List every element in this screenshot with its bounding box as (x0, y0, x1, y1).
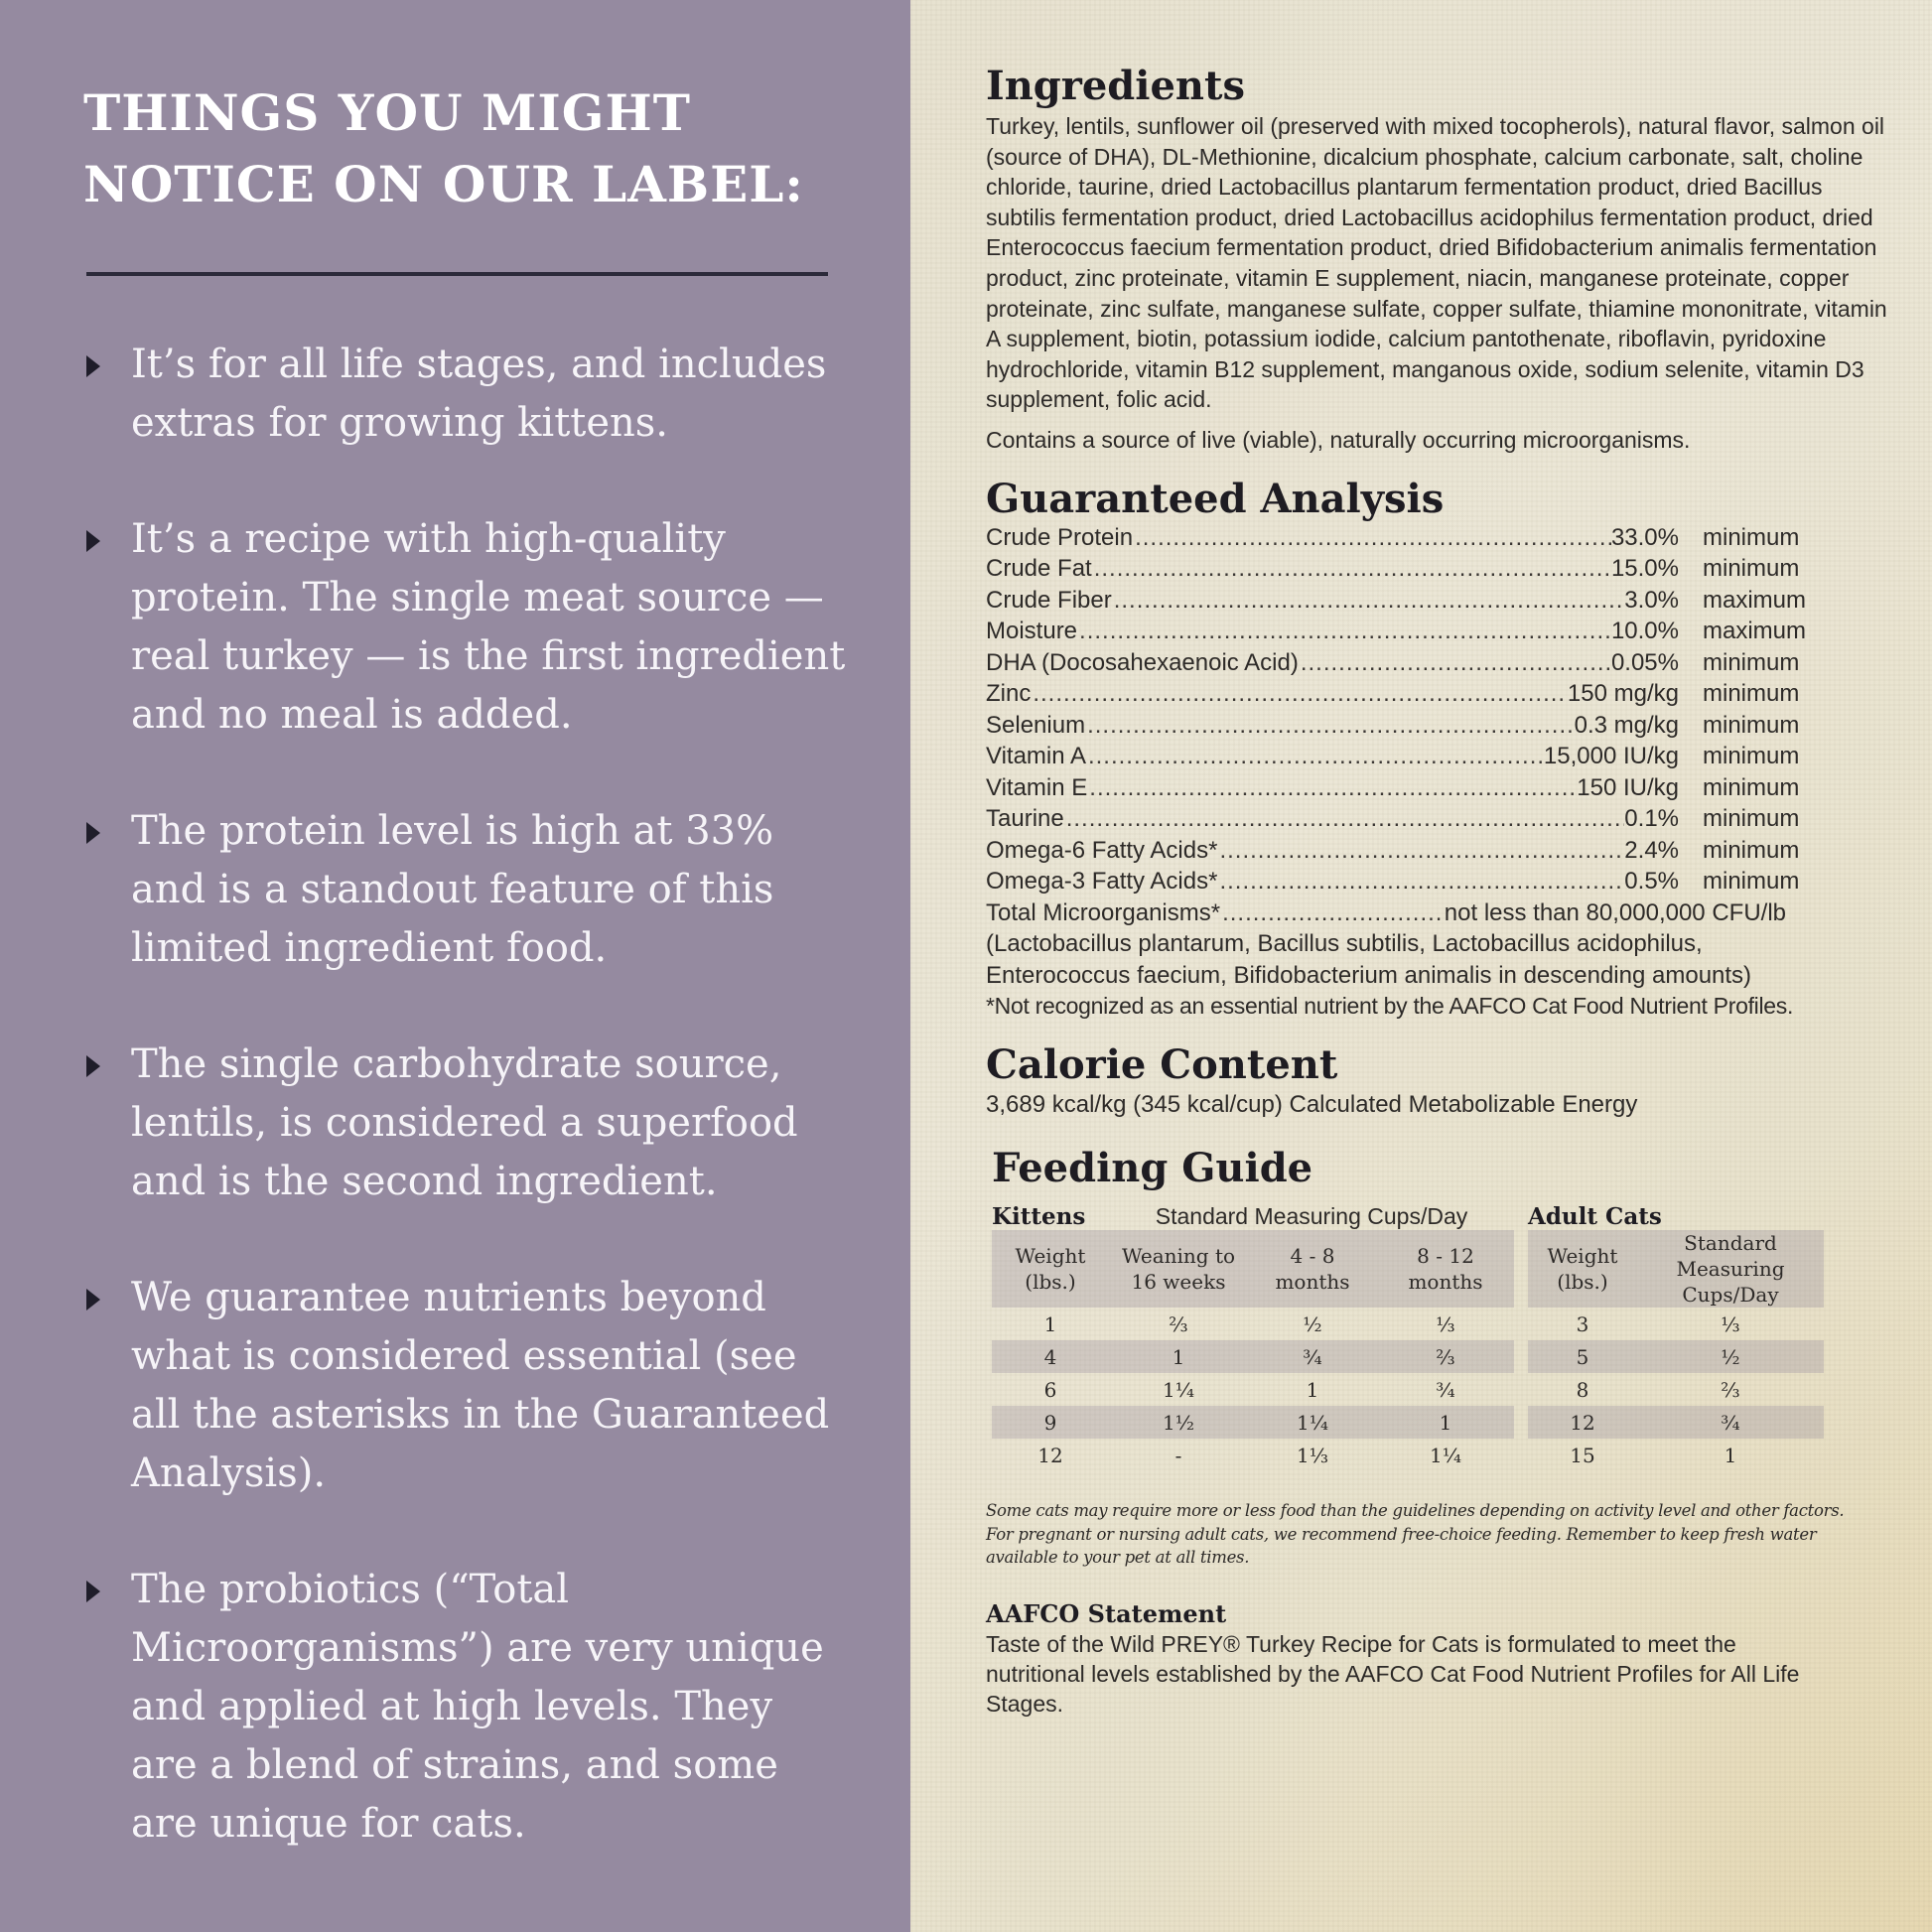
feeding-guide-section (992, 1146, 1892, 1471)
nutrient-value: 2.4% (1624, 836, 1679, 864)
analysis-row (986, 522, 1820, 554)
analysis-row (986, 647, 1820, 679)
dot-leader (1217, 835, 1624, 867)
feeding-row (992, 1439, 1824, 1471)
notice-item (83, 1561, 851, 1854)
feeding-cell: 12 (1528, 1406, 1637, 1439)
feeding-cell: ½ (1303, 1311, 1322, 1336)
analysis-row (986, 553, 1820, 585)
nutrient-name: Moisture (986, 618, 1078, 645)
feeding-row (992, 1406, 1824, 1439)
nutrient-qualifier: minimum (1703, 743, 1800, 770)
analysis-row (986, 585, 1820, 617)
notice-item (83, 1035, 851, 1211)
analysis-footnote: *Not recognized as an essential nutrient by the AAFCO Cat Food Nutrient Profiles. (986, 993, 1794, 1020)
adults-label: Adult Cats (1528, 1203, 1662, 1231)
feeding-cell: - (1174, 1443, 1182, 1467)
nutrient-name: DHA (Docosahexaenoic Acid) (986, 648, 1299, 676)
dot-leader (1299, 647, 1611, 679)
feeding-cell: 5 (1528, 1340, 1637, 1373)
triangle-bullet-icon (86, 355, 100, 377)
feeding-cell: 8 (1576, 1377, 1589, 1402)
microorganism-strains: (Lactobacillus plantarum, Bacillus subtilis, Lactobacillus acidophilus, Enterococcus faecium, Bifidobacterium animalis in descending amounts) (986, 930, 1752, 989)
heading-divider (86, 272, 828, 276)
nutrient-value: 15,000 IU/kg (1543, 743, 1679, 770)
dot-leader (1112, 585, 1625, 617)
calorie-section (986, 1042, 1892, 1120)
nutrient-name: Crude Protein (986, 523, 1134, 551)
nutrient-qualifier: minimum (1703, 711, 1800, 739)
analysis-row (986, 897, 1820, 929)
col-header: 8 - 12 months (1377, 1230, 1514, 1308)
notice-list (83, 336, 851, 1854)
analysis-row (986, 835, 1820, 867)
triangle-bullet-icon (86, 822, 100, 844)
feeding-cell: ¾ (1248, 1340, 1377, 1373)
notice-text: The single carbohydrate source, lentils, is considered a superfood and is the second ingredient. (131, 1041, 798, 1204)
nutrient-qualifier: maximum (1703, 586, 1807, 614)
nutrient-qualifier: maximum (1703, 618, 1807, 645)
dot-leader (1077, 616, 1611, 647)
dot-leader (1064, 803, 1625, 835)
triangle-bullet-icon (86, 1289, 100, 1311)
dot-leader (1220, 897, 1445, 929)
dot-leader (1031, 678, 1568, 710)
nutrient-qualifier: minimum (1703, 555, 1800, 583)
col-header: Weight (lbs.) (992, 1230, 1109, 1308)
nutrient-qualifier: minimum (1703, 648, 1800, 676)
analysis-row (986, 710, 1820, 742)
feeding-cell: 1¼ (1162, 1377, 1195, 1402)
ingredients-list: Turkey, lentils, sunflower oil (preserved with mixed tocopherols), natural flavor, salmon oil (source of DHA), DL-Methionine, dicalcium phosphate, calcium carbonate, salt, choline chloride, taurine, dried Lactobacillus plantarum fermentation product, dried Bacillus subtilis fermentation product, dried Lactobacillus acidophilus fermentation product, dried Enterococcus faecium fermentation product, dried Bifidobacterium animalis fermentation product, zinc proteinate, vitamin E supplement, niacin, manganese proteinate, copper proteinate, zinc sulfate, manganese sulfate, copper sulfate, thiamine mononitrate, vitamin A supplement, biotin, potassium iodide, calcium pantothenate, riboflavin, pyridoxine hydrochloride, vitamin B12 supplement, manganous oxide, sodium selenite, vitamin D3 supplement, folic acid. (986, 113, 1887, 413)
notice-item (83, 336, 851, 453)
analysis-row (986, 616, 1820, 647)
triangle-bullet-icon (86, 1055, 100, 1077)
dot-leader (1087, 772, 1577, 804)
aafco-text: Taste of the Wild PREY® Turkey Recipe for Cats is formulated to meet the nutritional levels established by the AAFCO Cat Food Nutrient Profiles for All Life Stages. (986, 1630, 1800, 1717)
nutrient-qualifier: minimum (1703, 523, 1800, 551)
feeding-cell: ⅓ (1436, 1311, 1455, 1336)
feeding-cell: 1⅓ (1296, 1443, 1329, 1467)
col-header: Weight (lbs.) (1528, 1230, 1637, 1308)
analysis-row (986, 678, 1820, 710)
nutrient-value: 0.05% (1610, 648, 1679, 676)
nutrient-value: 0.1% (1624, 805, 1679, 833)
calorie-text: 3,689 kcal/kg (345 kcal/cup) Calculated Metabolizable Energy (986, 1091, 1638, 1119)
dot-leader (1086, 741, 1544, 772)
col-header: 4 - 8 months (1248, 1230, 1377, 1308)
nutrient-name: Omega-3 Fatty Acids* (986, 868, 1218, 896)
feeding-title: Feeding Guide (992, 1145, 1313, 1192)
nutrient-name: Zinc (986, 680, 1032, 708)
nutrient-value: 15.0% (1610, 555, 1679, 583)
feeding-cell: ⅔ (1377, 1340, 1514, 1373)
ingredients-title: Ingredients (986, 63, 1245, 109)
feeding-cell: ⅓ (1721, 1311, 1740, 1336)
ingredients-section (986, 64, 1892, 455)
analysis-row (986, 741, 1820, 772)
guaranteed-analysis-section (986, 477, 1820, 1022)
feeding-table (992, 1203, 1824, 1471)
feeding-cell: 1 (1043, 1311, 1057, 1336)
feeding-cell: ½ (1637, 1340, 1824, 1373)
analysis-row (986, 803, 1820, 835)
nutrient-name: Crude Fiber (986, 586, 1112, 614)
triangle-bullet-icon (86, 530, 100, 552)
feeding-row (992, 1308, 1824, 1340)
nutrient-name: Omega-6 Fatty Acids* (986, 836, 1218, 864)
nutrient-name: Vitamin E (986, 773, 1088, 801)
notice-item (83, 802, 851, 978)
nutrient-value: not less than 80,000,000 CFU/lb (1444, 898, 1786, 926)
label-panel (910, 0, 1932, 1932)
kittens-subtitle: Standard Measuring Cups/Day (1155, 1203, 1468, 1230)
feeding-cell: 1 (1109, 1340, 1248, 1373)
notice-panel (0, 0, 910, 1932)
nutrient-qualifier: minimum (1703, 868, 1800, 896)
analysis-row (986, 866, 1820, 897)
feeding-note: Some cats may require more or less food than the guidelines depending on activity level and other factors. For pregnant or nursing adult cats, we recommend free-choice feeding. Remember to keep fresh water available to your pet at all times. (986, 1501, 1845, 1568)
nutrient-qualifier: minimum (1703, 836, 1800, 864)
panel-heading (83, 77, 851, 220)
triangle-bullet-icon (86, 1581, 100, 1602)
nutrient-value: 150 IU/kg (1577, 773, 1679, 801)
notice-item (83, 510, 851, 745)
nutrient-name: Taurine (986, 805, 1064, 833)
kittens-label: Kittens (992, 1203, 1086, 1231)
nutrient-qualifier: minimum (1703, 805, 1800, 833)
feeding-cell: ⅔ (1169, 1311, 1188, 1336)
feeding-cell: 1 (1377, 1406, 1514, 1439)
feeding-cell: 1 (1306, 1377, 1319, 1402)
dot-leader (1217, 866, 1624, 897)
nutrient-qualifier: minimum (1703, 680, 1800, 708)
analysis-table (986, 522, 1820, 897)
feeding-cell: 4 (992, 1340, 1109, 1373)
col-header: Weaning to 16 weeks (1109, 1230, 1248, 1308)
analysis-row (986, 772, 1820, 804)
analysis-title: Guaranteed Analysis (986, 475, 1445, 522)
calorie-title: Calorie Content (986, 1041, 1338, 1089)
microorganisms-note: Contains a source of live (viable), naturally occurring microorganisms. (986, 426, 1691, 453)
feeding-cell: 1½ (1109, 1406, 1248, 1439)
notice-item (83, 1269, 851, 1503)
nutrient-name: Vitamin A (986, 743, 1086, 770)
notice-text: It’s a recipe with high-quality protein. The single meat source — real turkey — is the first ingredient and no meal is added. (131, 516, 846, 738)
nutrient-name: Total Microorganisms* (986, 898, 1221, 926)
feeding-cell: 1 (1724, 1443, 1737, 1467)
nutrient-value: 10.0% (1610, 618, 1679, 645)
feeding-cell: 15 (1570, 1443, 1595, 1467)
notice-text: It’s for all life stages, and includes extras for growing kittens. (131, 342, 827, 446)
dot-leader (1085, 710, 1575, 742)
feeding-cell: 1¼ (1429, 1443, 1462, 1467)
nutrient-qualifier: minimum (1703, 773, 1800, 801)
nutrient-value: 0.3 mg/kg (1574, 711, 1679, 739)
panel-heading-line1: THINGS YOU MIGHT (83, 83, 691, 142)
aafco-section (986, 1599, 1892, 1719)
feeding-cell: ¾ (1436, 1377, 1455, 1402)
col-header: Standard Measuring Cups/Day (1637, 1230, 1824, 1308)
panel-heading-line2: NOTICE ON OUR LABEL: (83, 155, 804, 213)
feeding-cell: 1¼ (1248, 1406, 1377, 1439)
aafco-title: AAFCO Statement (986, 1598, 1227, 1628)
notice-text: The protein level is high at 33% and is a standout feature of this limited ingredient food. (131, 808, 774, 971)
nutrient-value: 150 mg/kg (1567, 680, 1679, 708)
feeding-cell: ⅔ (1721, 1377, 1740, 1402)
notice-text: The probiotics (“Total Microorganisms”) are very unique and applied at high levels. They are a blend of strains, and some are unique for cats. (131, 1567, 824, 1847)
notice-text: We guarantee nutrients beyond what is considered essential (see all the asterisks in the Guaranteed Analysis). (131, 1275, 830, 1496)
dot-leader (1092, 553, 1611, 585)
nutrient-value: 0.5% (1624, 868, 1679, 896)
nutrient-name: Selenium (986, 711, 1086, 739)
feeding-cell: ¾ (1637, 1406, 1824, 1439)
feeding-row (992, 1373, 1824, 1406)
feeding-row (992, 1340, 1824, 1373)
dot-leader (1133, 522, 1611, 554)
nutrient-value: 3.0% (1624, 586, 1679, 614)
nutrient-name: Crude Fat (986, 555, 1092, 583)
feeding-cell: 9 (992, 1406, 1109, 1439)
feeding-cell: 3 (1576, 1311, 1589, 1336)
nutrient-value: 33.0% (1610, 523, 1679, 551)
feeding-cell: 6 (1043, 1377, 1057, 1402)
feeding-cell: 12 (1037, 1443, 1063, 1467)
